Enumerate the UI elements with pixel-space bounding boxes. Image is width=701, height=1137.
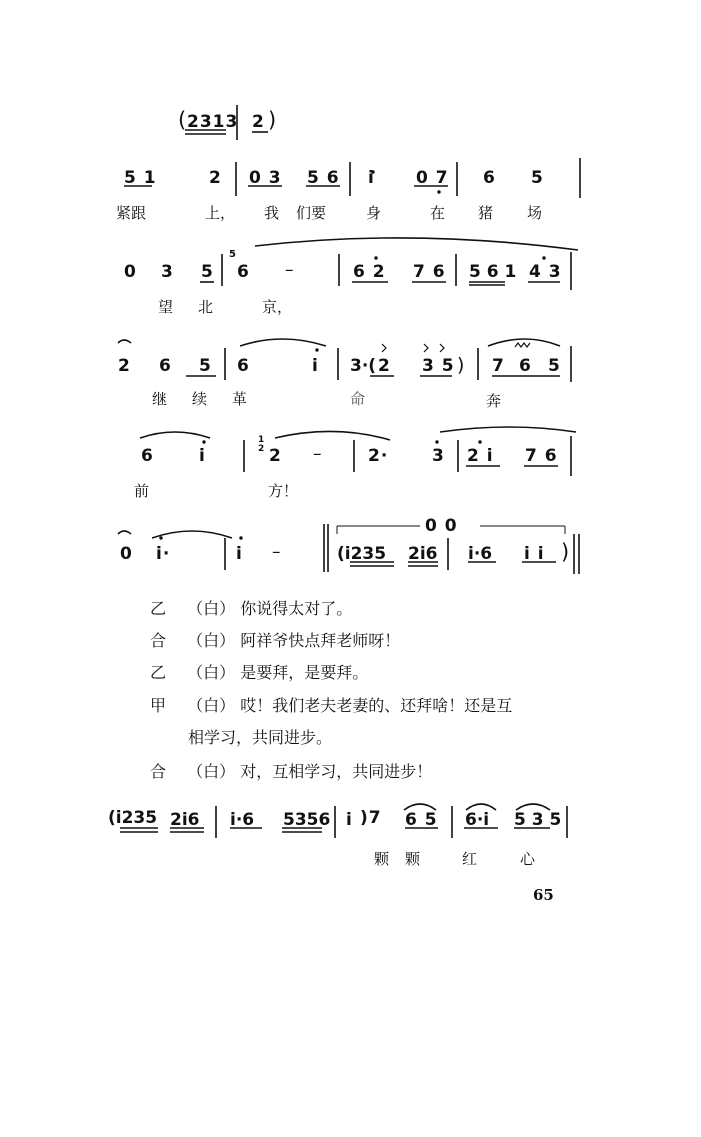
- speech-text: 你说得太对了。: [240, 599, 353, 618]
- speech-mode: （白）: [187, 599, 236, 618]
- dialogue-line-continued: [188, 725, 332, 748]
- dialogue-line: [150, 596, 352, 619]
- ottava-mark: 0 0: [425, 516, 458, 536]
- speech-mode: （白）: [187, 762, 236, 781]
- note: 2i6: [170, 810, 200, 830]
- intro-close-paren: ): [268, 108, 278, 132]
- speaker: 甲: [150, 696, 167, 715]
- note: –: [285, 260, 295, 280]
- lyric: 在: [430, 204, 446, 222]
- lyric: 颗: [405, 850, 421, 868]
- note: 2: [269, 446, 282, 466]
- note: i i: [524, 544, 545, 564]
- lyric: 场: [527, 204, 543, 222]
- note: 5: [201, 262, 214, 282]
- note: 0: [120, 544, 133, 564]
- note: 3 5: [422, 356, 455, 376]
- speech-text: 相学习，共同进步。: [188, 728, 333, 747]
- note: 6: [483, 168, 496, 188]
- note: 6·i: [465, 810, 490, 830]
- note: 2i6: [408, 544, 438, 564]
- lyric: 革: [232, 390, 248, 408]
- note: 4 3: [529, 262, 562, 282]
- note: 0 3: [249, 168, 282, 188]
- note: 6: [159, 356, 172, 376]
- note: 6 5: [405, 810, 438, 830]
- note: i: [312, 356, 319, 376]
- grace-note: 5: [229, 249, 237, 260]
- note: 5 1: [124, 168, 157, 188]
- note: 6: [237, 262, 250, 282]
- note: i: [368, 168, 375, 188]
- lyric: 上，: [205, 204, 236, 222]
- lyric: 北: [198, 298, 214, 316]
- note: 6: [519, 356, 532, 376]
- note: –: [313, 444, 323, 464]
- note: 7 6: [525, 446, 558, 466]
- speech-mode: （白）: [187, 663, 236, 682]
- note: 5: [548, 356, 561, 376]
- note: 2: [209, 168, 222, 188]
- note: 0 7: [416, 168, 449, 188]
- note: 6: [141, 446, 154, 466]
- grace-note: 1 2: [258, 435, 266, 454]
- lyric: 奔: [486, 392, 502, 410]
- note: 2: [378, 356, 391, 376]
- lyric: 红: [462, 850, 478, 868]
- lyric: 我: [264, 204, 280, 222]
- lyric: 前: [134, 482, 150, 500]
- speech-text: 对，互相学习，共同进步！: [240, 762, 433, 781]
- speech-text: 阿祥爷快点拜老师呀！: [240, 631, 401, 650]
- note: 7 6: [413, 262, 446, 282]
- note: 3·(: [350, 356, 377, 376]
- lyric: 们要: [296, 204, 327, 222]
- note: 5 6: [307, 168, 340, 188]
- page-number: 65: [533, 886, 554, 904]
- lyric: 方！: [268, 482, 299, 500]
- note: 2: [118, 356, 131, 376]
- lyric: 颗: [374, 850, 390, 868]
- note: 5: [531, 168, 544, 188]
- note: 2 i: [467, 446, 494, 466]
- speaker: 合: [150, 631, 167, 650]
- note: 2·: [368, 446, 389, 466]
- note: 5 6 1: [469, 262, 517, 282]
- lyric: 身: [366, 204, 382, 222]
- note: i: [346, 810, 353, 830]
- lyric: 望: [158, 298, 174, 316]
- note: 3: [161, 262, 174, 282]
- note: )7: [360, 808, 382, 828]
- note: i: [236, 544, 243, 564]
- note: 5: [199, 356, 212, 376]
- lyric: 心: [520, 850, 536, 868]
- dialogue-line: [150, 693, 512, 716]
- note: 6 2: [353, 262, 386, 282]
- close-paren: ): [457, 354, 466, 376]
- note: –: [272, 542, 282, 562]
- lyric: 继: [152, 390, 168, 408]
- speech-mode: （白）: [187, 696, 236, 715]
- note: i·: [156, 544, 171, 564]
- note: 5 3 5: [514, 810, 562, 830]
- speech-mode: （白）: [187, 631, 236, 650]
- note: 3: [432, 446, 445, 466]
- dialogue-line: [150, 660, 368, 683]
- lyric: 猪: [478, 204, 494, 222]
- note: 5356: [283, 810, 331, 830]
- note: 7: [492, 356, 505, 376]
- lyric: 命: [350, 390, 366, 408]
- note: (i235: [337, 544, 387, 564]
- lyric: 续: [192, 390, 208, 408]
- note: 0: [124, 262, 137, 282]
- intro-measure-1: 2313: [187, 112, 239, 132]
- lyric: 紧跟: [116, 204, 147, 222]
- note: (i235: [108, 808, 158, 828]
- speech-text: 哎！我们老夫老妻的、还拜啥！还是互: [240, 696, 513, 715]
- note: 6: [237, 356, 250, 376]
- note: i·6: [230, 810, 255, 830]
- note: i: [199, 446, 206, 466]
- note: i·6: [468, 544, 493, 564]
- speech-text: 是要拜，是要拜。: [240, 663, 369, 682]
- speaker: 乙: [150, 599, 167, 618]
- speaker: 合: [150, 762, 167, 781]
- intro-measure-2: 2: [252, 112, 265, 132]
- close-paren: ): [561, 540, 571, 564]
- speaker: 乙: [150, 663, 167, 682]
- dialogue-line: [150, 628, 400, 651]
- intro-open-paren: (: [178, 108, 188, 132]
- lyric: 京，: [262, 298, 293, 316]
- dialogue-line: [150, 759, 432, 782]
